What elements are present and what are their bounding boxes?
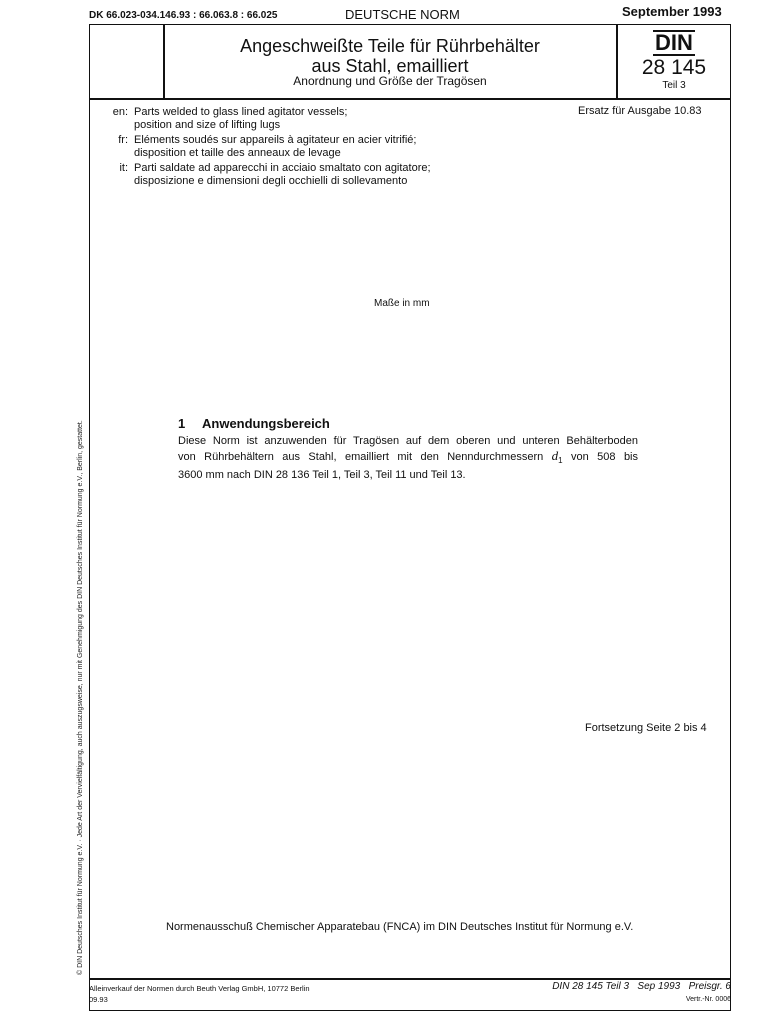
norm-label: DEUTSCHE NORM (345, 7, 460, 22)
translation-it: it: Parti saldate ad apparecchi in acciaio smaltato con agitatore; disposizione e dimensioni degli occhielli di sollevamento (100, 162, 431, 188)
document-subtitle: Anordnung und Größe der Tragösen (293, 74, 487, 88)
dk-classification: DK 66.023-034.146.93 : 66.063.8 : 66.025 (89, 10, 278, 21)
teil-label: Teil 3 (662, 80, 686, 91)
document-title (164, 36, 616, 76)
committee-note: Normenausschuß Chemischer Apparatebau (FNCA) im DIN Deutsches Institut für Normung e.V. (166, 921, 634, 933)
footer-reference: DIN 28 145 Teil 3 Sep 1993 Preisgr. 6 (552, 981, 731, 992)
lang-tag-it: it: (119, 162, 128, 174)
units-note: Maße in mm (374, 298, 430, 309)
section-heading (178, 416, 330, 431)
copyright-side-note: © DIN Deutsches Institut für Normung e.V. · Jede Art der Vervielfältigung, auch auszugsweise, nur mit Genehmigung des DIN Deutsches Institut für Normung e.V., Berlin, gestattet. (77, 420, 84, 975)
din-logo: DIN (655, 30, 693, 55)
continuation-note: Fortsetzung Seite 2 bis 4 (585, 722, 707, 734)
sales-note: Alleinverkauf der Normen durch Beuth Verlag GmbH, 10772 Berlin (89, 984, 310, 993)
lang-tag-en: en: (112, 106, 128, 118)
din-number: 28 145 (641, 56, 707, 79)
footer-left (89, 983, 310, 1005)
replacement-note: Ersatz für Ausgabe 10.83 (578, 105, 702, 117)
footer-divider (89, 978, 731, 980)
title-line-2: aus Stahl, emailliert (311, 56, 469, 76)
section-body: Diese Norm ist anzuwenden für Tragösen auf dem oberen und unteren Behälterboden von Rührbehältern aus Stahl, emailliert mit den Nenndurchmessern $d_1$ von 508 bis 3600 mm nach DIN 28 136 Teil 1, Teil 3, Teil 11 und Teil 13. (178, 435, 639, 482)
title-divider (89, 98, 731, 100)
print-code: 09.93 (89, 995, 108, 1004)
title-line-1: Angeschweißte Teile für Rührbehälter (240, 36, 540, 56)
translation-fr: fr: Eléments soudés sur appareils à agitateur en acier vitrifié; disposition et taille des anneaux de levage (100, 134, 416, 160)
section-number: 1 (178, 416, 186, 431)
lang-tag-fr: fr: (118, 134, 128, 146)
din-box (618, 30, 730, 91)
translation-en: en: Parts welded to glass lined agitator vessels; position and size of lifting lugs (100, 106, 347, 132)
issue-date: September 1993 (622, 4, 722, 19)
section-title: Anwendungsbereich (202, 416, 330, 431)
footer-vertr: Vertr.-Nr. 0006 (685, 996, 731, 1003)
